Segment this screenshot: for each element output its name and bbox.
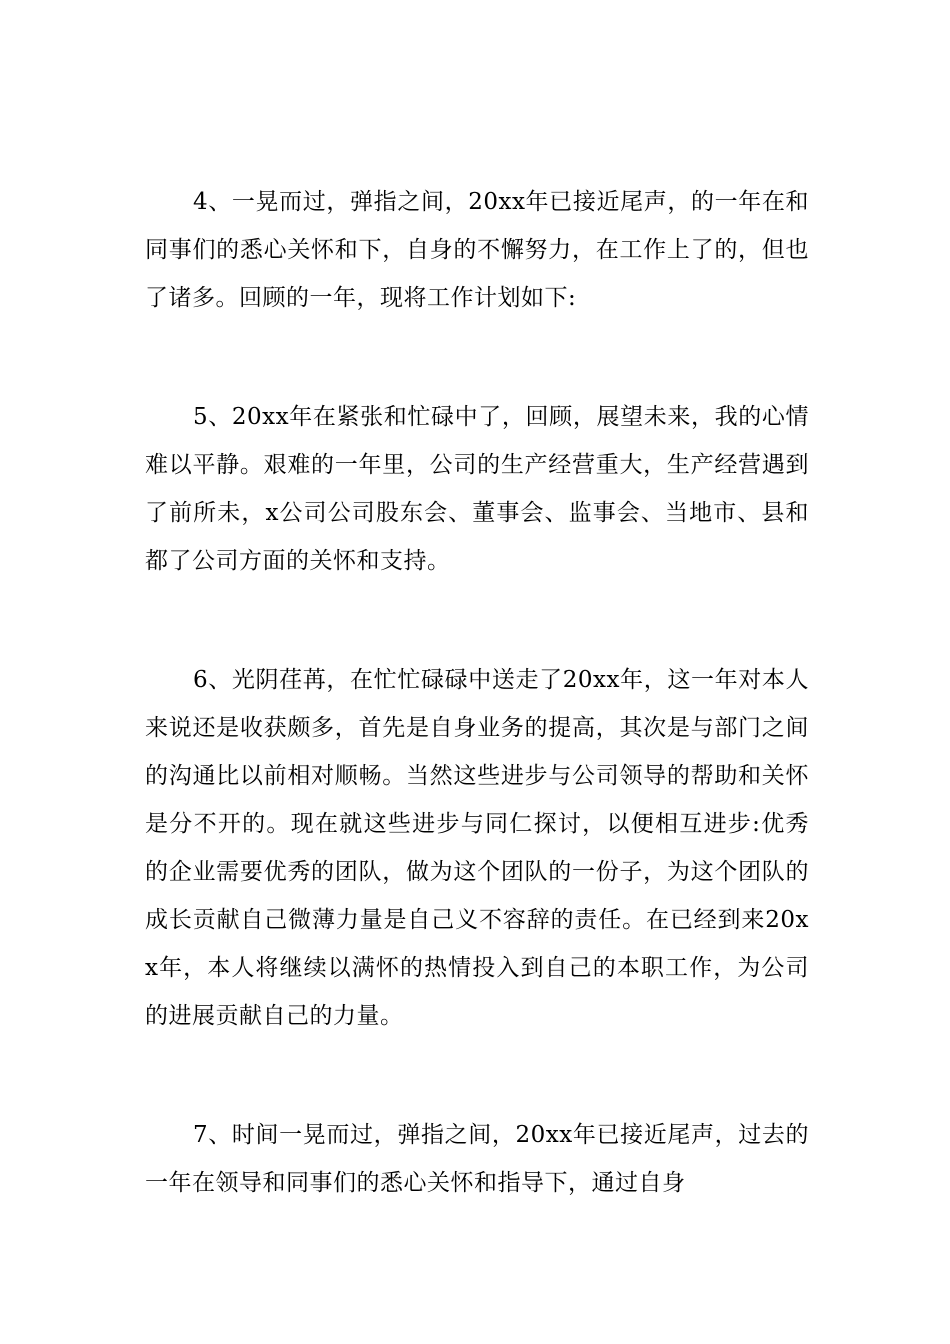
paragraph-4: 4、一晃而过，弹指之间，20xx年已接近尾声，的一年在和同事们的悉心关怀和下，自身的不懈努力，在工作上了的，但也了诸多。回顾的一年，现将工作计划如下: (145, 189, 809, 311)
paragraph-5: 5、20xx年在紧张和忙碌中了，回顾，展望未来，我的心情难以平静。艰难的一年里，公司的生产经营重大，生产经营遇到了前所未，x公司公司股东会、董事会、监事会、当地市、县和都了公司方面的关怀和支持。 (145, 404, 809, 574)
paragraph-6: 6、光阴荏苒，在忙忙碌碌中送走了20xx年，这一年对本人来说还是收获颇多，首先是自身业务的提高，其次是与部门之间的沟通比以前相对顺畅。当然这些进步与公司领导的帮助和关怀是分不开的。现在就这些进步与同仁探讨，以便相互进步:优秀的企业需要优秀的团队，做为这个团队的一份子，为这个团队的成长贡献自己微薄力量是自己义不容辞的责任。在已经到来20xx年，本人将继续以满怀的热情投入到自己的本职工作，为公司的进展贡献自己的力量。 (145, 667, 809, 1029)
paragraph-7: 7、时间一晃而过，弹指之间，20xx年已接近尾声，过去的一年在领导和同事们的悉心关怀和指导下，通过自身 (145, 1122, 809, 1196)
document-body (145, 178, 809, 1207)
